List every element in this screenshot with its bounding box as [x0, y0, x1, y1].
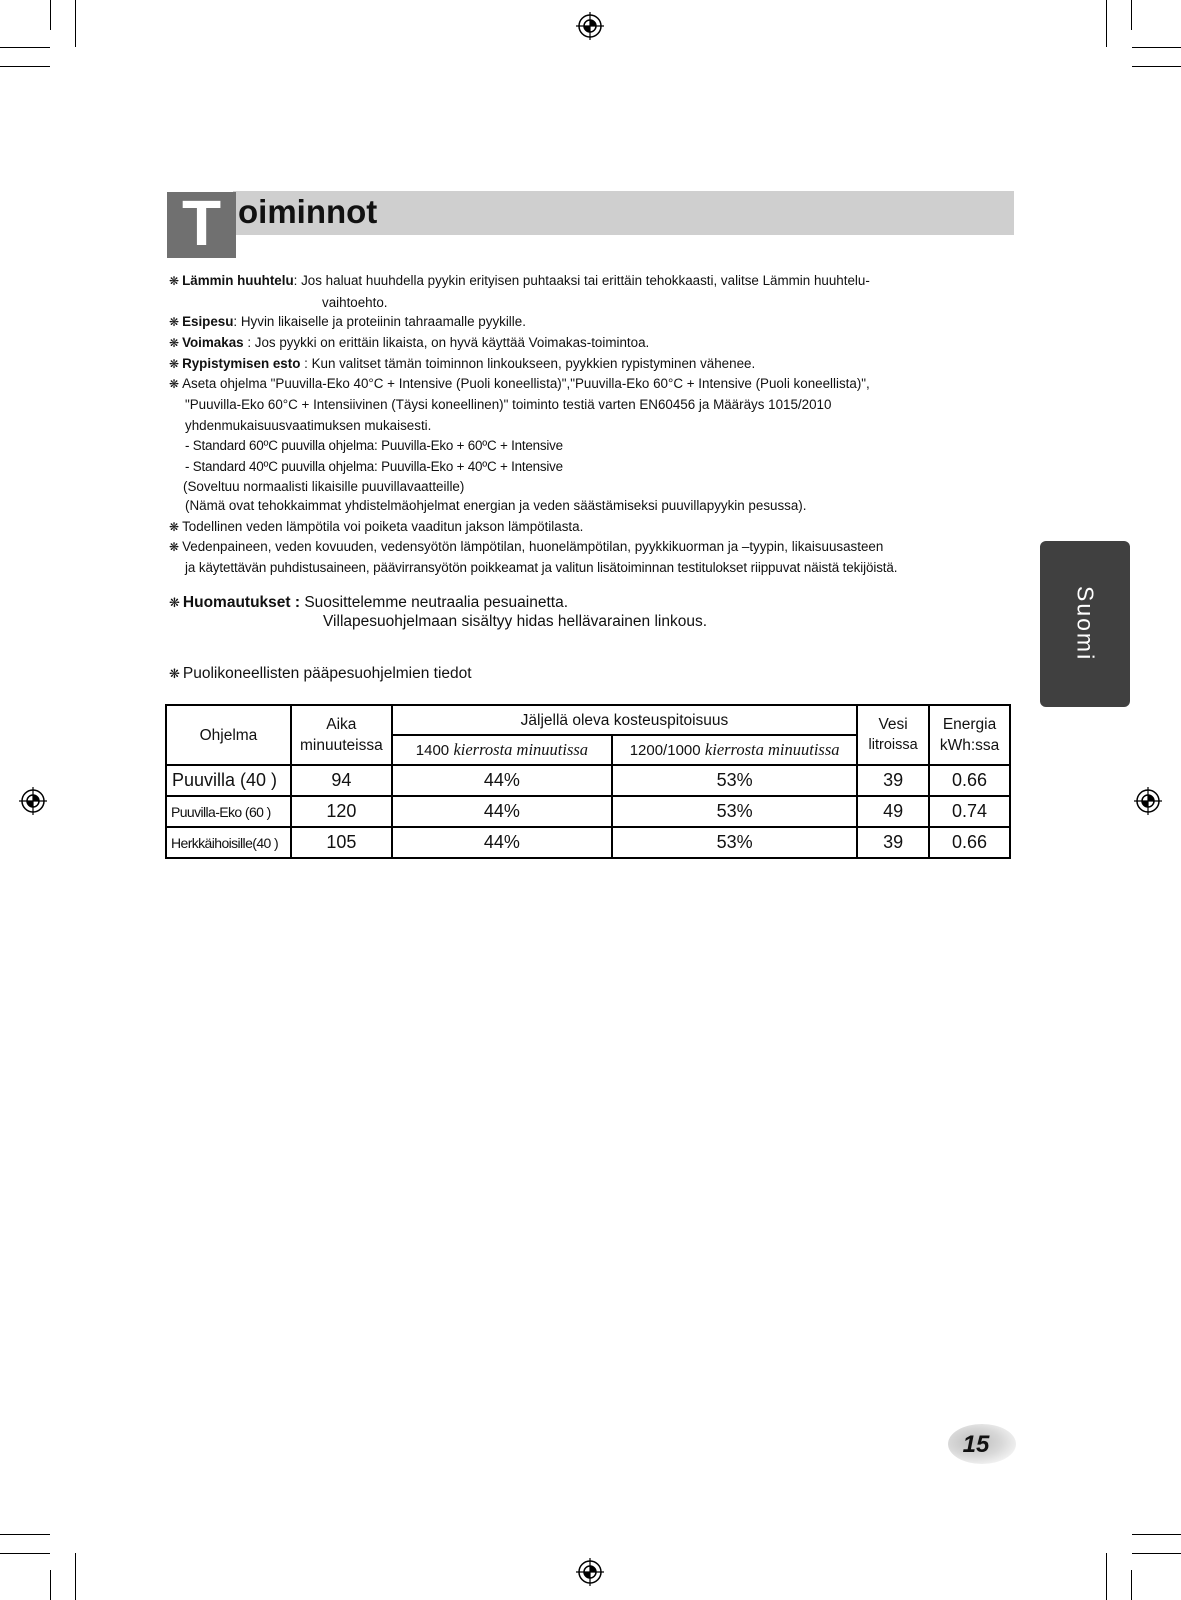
crop-mark	[0, 1534, 50, 1535]
crop-mark	[0, 47, 50, 48]
cell-program: Herkkäihoisille(40 )	[166, 827, 291, 858]
pressure-note-continued: ja käytettävän puhdistusaineen, päävirransyötön poikkeamat ja valitun lisätoiminnan testitulokset riippuvat näistä tekijöistä.	[185, 560, 898, 575]
asterisk-icon: ❋	[169, 315, 180, 329]
feature-name: Rypistymisen esto	[182, 356, 301, 371]
asterisk-icon: ❋	[169, 595, 180, 610]
header-1400-rpm	[392, 735, 612, 765]
cell-energy: 0.74	[929, 796, 1010, 827]
registration-mark-icon	[576, 1558, 604, 1586]
header-1400-unit: kierrosta minuutissa	[453, 740, 589, 759]
feature-separator: :	[300, 356, 308, 371]
feature-name: Esipesu	[182, 314, 234, 329]
test-note-line: yhdenmukaisuusvaatimuksen mukaisesti.	[185, 418, 432, 433]
pressure-note	[169, 538, 883, 556]
feature-text: Hyvin likaiselle ja proteiinin tahraamalle pyykille.	[237, 314, 526, 329]
asterisk-icon: ❋	[169, 357, 180, 371]
standard-60-line: - Standard 60ºC puuvilla ohjelma: Puuvilla-Eko + 60ºC + Intensive	[185, 438, 563, 453]
page-title: oiminnot	[238, 193, 378, 230]
crop-mark	[0, 1553, 50, 1554]
registration-mark-icon	[19, 787, 47, 815]
remarks-label: Huomautukset :	[182, 594, 301, 611]
cell-time: 105	[291, 827, 392, 858]
feature-item	[169, 272, 870, 290]
feature-separator: :	[243, 335, 252, 350]
cell-moisture-1200: 53%	[612, 796, 857, 827]
language-tab-label: Suomi	[1072, 586, 1099, 662]
feature-item	[169, 334, 649, 352]
asterisk-icon: ❋	[169, 274, 180, 288]
cell-moisture-1200: 53%	[612, 765, 857, 796]
crop-mark	[1106, 1553, 1107, 1600]
header-water-line1: Vesi	[878, 716, 908, 733]
header-water-line2: litroissa	[868, 737, 918, 753]
header-program: Ohjelma	[166, 705, 291, 765]
table-row	[166, 796, 1010, 827]
header-1400-number: 1400	[415, 742, 450, 759]
feature-text: Jos haluat huuhdella pyykin erityisen puhtaaksi tai erittäin tehokkaasti, valitse Lämmin huuhtelu-	[297, 273, 870, 288]
crop-mark	[50, 1570, 51, 1600]
test-note-text: Aseta ohjelma "Puuvilla-Eko 40°C + Intensive (Puoli koneellista)","Puuvilla-Eko 60°C + Intensive (Puoli koneellista)",	[182, 376, 870, 391]
temperature-note	[169, 518, 583, 536]
crop-mark	[1131, 1570, 1132, 1600]
pressure-note-text: Vedenpaineen, veden kovuuden, vedensyötön lämpötilan, huonelämpötilan, pyykkikuorman ja –tyypin, likaisuusasteen	[182, 539, 884, 554]
header-time	[291, 705, 392, 765]
cell-time: 120	[291, 796, 392, 827]
crop-mark	[0, 66, 50, 67]
feature-text: Jos pyykki on erittäin likaista, on hyvä käyttää Voimakas-toimintoa.	[251, 335, 650, 350]
table-title	[169, 664, 472, 683]
crop-mark	[50, 0, 51, 30]
remarks	[169, 593, 568, 612]
header-time-line1: Aika	[326, 716, 357, 733]
temperature-note-text: Todellinen veden lämpötila voi poiketa vaaditun jakson lämpötilasta.	[182, 519, 584, 534]
cell-time: 94	[291, 765, 392, 796]
program-data-table	[165, 704, 1011, 859]
cell-water: 39	[857, 827, 929, 858]
cell-program: Puuvilla (40 )	[166, 765, 291, 796]
registration-mark-icon	[576, 12, 604, 40]
header-1200-number: 1200/1000	[629, 742, 701, 759]
table-title-text: Puolikoneellisten pääpesuohjelmien tiedot	[182, 665, 472, 682]
header-1200-rpm	[612, 735, 857, 765]
standard-40-line: - Standard 40ºC puuvilla ohjelma: Puuvilla-Eko + 40ºC + Intensive	[185, 459, 563, 474]
feature-text: Kun valitset tämän toiminnon linkoukseen, pyykkien rypistyminen vähenee.	[307, 356, 756, 371]
cell-moisture-1400: 44%	[392, 765, 612, 796]
cell-moisture-1200: 53%	[612, 827, 857, 858]
header-1200-unit: kierrosta minuutissa	[704, 740, 840, 759]
asterisk-icon: ❋	[169, 377, 180, 391]
feature-separator: :	[233, 314, 238, 329]
suited-line: (Soveltuu normaalisti likaisille puuvillavaatteille)	[183, 479, 465, 494]
cell-moisture-1400: 44%	[392, 827, 612, 858]
test-note-line: "Puuvilla-Eko 60°C + Intensiivinen (Täysi koneellinen)" toiminto testiä varten EN60456 ja Määräys 1015/2010	[185, 397, 832, 412]
crop-mark	[1106, 0, 1107, 47]
header-energy-line1: Energia	[942, 716, 997, 733]
page-number: 15	[962, 1431, 990, 1458]
efficient-line: (Nämä ovat tehokkaimmat yhdistelmäohjelmat energian ja veden säästämiseksi puuvillapyykin pesussa).	[185, 498, 807, 513]
test-note-line	[169, 375, 870, 393]
crop-mark	[1132, 66, 1181, 67]
crop-mark	[1131, 0, 1132, 30]
asterisk-icon: ❋	[169, 520, 180, 534]
header-energy	[929, 705, 1010, 765]
header-time-line2: minuuteissa	[299, 737, 383, 754]
crop-mark	[75, 0, 76, 47]
asterisk-icon: ❋	[169, 666, 180, 681]
feature-separator: :	[293, 273, 298, 288]
asterisk-icon: ❋	[169, 540, 180, 554]
registration-mark-icon	[1134, 787, 1162, 815]
crop-mark	[1132, 47, 1181, 48]
table-row	[166, 765, 1010, 796]
cell-water: 39	[857, 765, 929, 796]
header-water	[857, 705, 929, 765]
feature-name: Lämmin huuhtelu	[182, 273, 294, 288]
feature-item	[169, 313, 526, 331]
crop-mark	[75, 1553, 76, 1600]
crop-mark	[1132, 1553, 1181, 1554]
crop-mark	[1132, 1534, 1181, 1535]
cell-moisture-1400: 44%	[392, 796, 612, 827]
header-energy-line2: kWh:ssa	[939, 737, 1000, 754]
cell-energy: 0.66	[929, 827, 1010, 858]
cell-energy: 0.66	[929, 765, 1010, 796]
header-moisture: Jäljellä oleva kosteuspitoisuus	[392, 705, 857, 735]
remarks-line-2: Villapesuohjelmaan sisältyy hidas hellävarainen linkous.	[323, 613, 707, 630]
cell-water: 49	[857, 796, 929, 827]
remarks-line-1: Suosittelemme neutraalia pesuainetta.	[304, 594, 569, 611]
header-initial-letter: T	[181, 187, 222, 259]
feature-name: Voimakas	[182, 335, 244, 350]
cell-program: Puuvilla-Eko (60 )	[166, 796, 291, 827]
feature-item	[169, 355, 755, 373]
table-row	[166, 827, 1010, 858]
asterisk-icon: ❋	[169, 336, 180, 350]
feature-text-continued: vaihtoehto.	[322, 295, 388, 310]
